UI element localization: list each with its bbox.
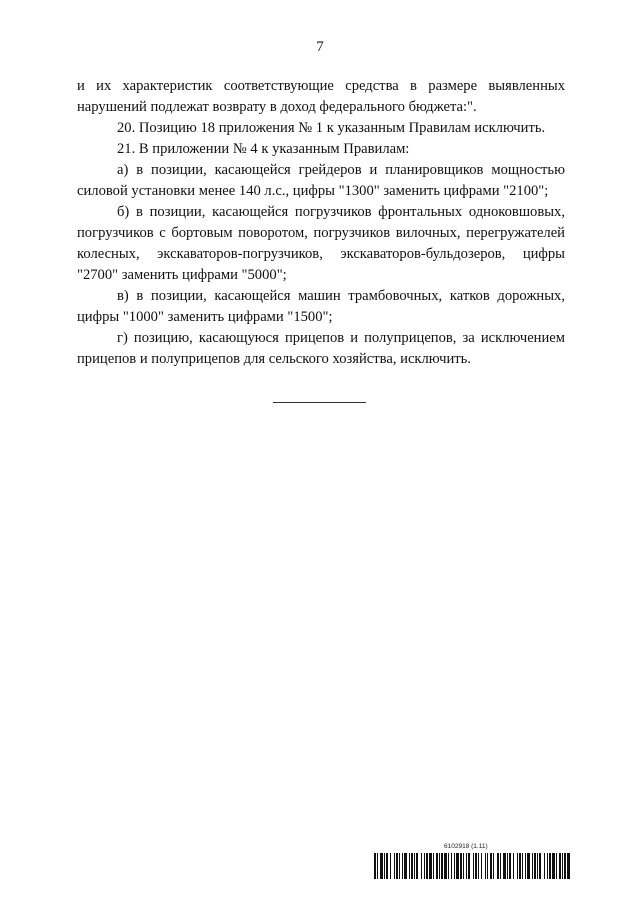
- paragraph-continuation: и их характеристик соответствующие средства в размере выявленных нарушений подлежат возврату в доход федерального бюджета:".: [77, 78, 565, 115]
- document-body: [77, 76, 565, 370]
- subparagraph-v: в) в позиции, касающейся машин трамбовочных, катков дорожных, цифры "1000" заменить цифрами "1500";: [77, 288, 565, 325]
- page-number: 7: [316, 39, 324, 55]
- barcode-caption: 6102918 (1.11): [444, 843, 488, 850]
- subparagraph-a: а) в позиции, касающейся грейдеров и планировщиков мощностью силовой установки менее 140 л.с., цифры "1300" заменить цифрами "2100";: [77, 162, 565, 199]
- end-separator-line: [273, 402, 366, 403]
- barcode-icon: [374, 853, 570, 879]
- footer-barcode-block: [374, 843, 570, 879]
- paragraph-item-21: 21. В приложении № 4 к указанным Правилам:: [117, 141, 410, 157]
- subparagraph-g: г) позицию, касающуюся прицепов и полуприцепов, за исключением прицепов и полуприцепов для сельского хозяйства, исключить.: [77, 330, 565, 367]
- paragraph-item-20: 20. Позицию 18 приложения № 1 к указанным Правилам исключить.: [117, 120, 546, 136]
- subparagraph-b: б) в позиции, касающейся погрузчиков фронтальных одноковшовых, погрузчиков с бортовым поворотом, погрузчиков вилочных, перегружателей колесных, экскаваторов-погрузчиков, экскаваторов-бульдозеров, цифры "2700" заменить цифрами "5000";: [77, 204, 565, 283]
